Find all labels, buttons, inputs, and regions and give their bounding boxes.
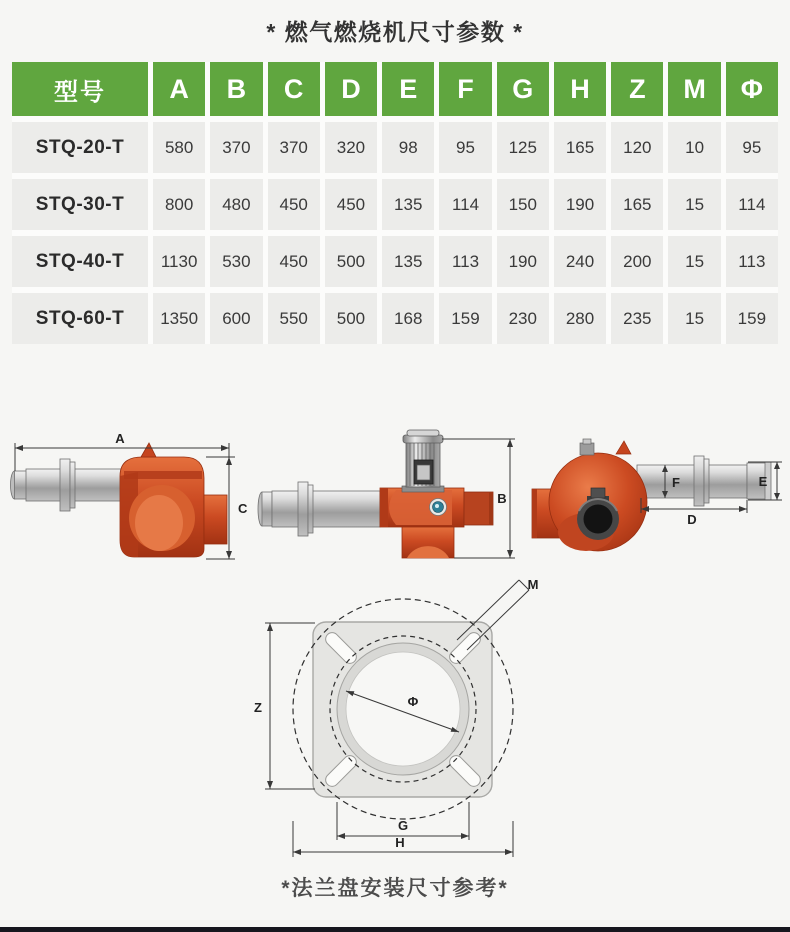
value-cell: 120 xyxy=(611,122,663,173)
burner-volute-body xyxy=(532,439,647,551)
table-row xyxy=(12,236,778,287)
burner-motor xyxy=(402,430,444,492)
value-cell: 135 xyxy=(382,236,434,287)
dim-column-header: F xyxy=(439,62,491,116)
dim-label-c: C xyxy=(238,501,248,516)
dim-column-header: B xyxy=(210,62,262,116)
flange-caption: *法兰盘安装尺寸参考* xyxy=(281,877,509,900)
value-cell: 200 xyxy=(611,236,663,287)
dim-label-m: M xyxy=(527,578,539,592)
table-header-row xyxy=(12,62,778,116)
value-cell: 114 xyxy=(439,179,491,230)
value-cell: 530 xyxy=(210,236,262,287)
dim-label-h: H xyxy=(395,835,405,850)
dim-label-d: D xyxy=(687,512,697,527)
value-cell: 280 xyxy=(554,293,606,344)
value-cell: 1350 xyxy=(153,293,205,344)
dim-label-a: A xyxy=(115,432,125,446)
dim-column-header: Z xyxy=(611,62,663,116)
value-cell: 15 xyxy=(668,179,720,230)
value-cell: 550 xyxy=(268,293,320,344)
bottom-divider-bar xyxy=(0,927,790,932)
table-row xyxy=(12,293,778,344)
model-cell: STQ-40-T xyxy=(12,236,148,287)
burner-top-view-drawing xyxy=(256,426,518,598)
value-cell: 15 xyxy=(668,293,720,344)
value-cell: 15 xyxy=(668,236,720,287)
dim-label-f: F xyxy=(672,475,680,490)
value-cell: 480 xyxy=(210,179,262,230)
value-cell: 500 xyxy=(325,236,377,287)
value-cell: 113 xyxy=(439,236,491,287)
dim-column-header: G xyxy=(497,62,549,116)
dim-label-e: E xyxy=(758,474,768,489)
flange-bore xyxy=(346,652,460,766)
value-cell: 580 xyxy=(153,122,205,173)
value-cell: 500 xyxy=(325,293,377,344)
value-cell: 168 xyxy=(382,293,434,344)
value-cell: 230 xyxy=(497,293,549,344)
dim-column-header: H xyxy=(554,62,606,116)
dim-column-header: A xyxy=(153,62,205,116)
burner-body xyxy=(120,443,227,557)
dim-label-b: B xyxy=(497,491,507,506)
burner-rear-view-drawing xyxy=(524,438,788,578)
dim-column-header: M xyxy=(668,62,720,116)
burner-body xyxy=(380,488,493,558)
burner-blast-tube xyxy=(258,482,380,536)
value-cell: 159 xyxy=(726,293,778,344)
value-cell: 800 xyxy=(153,179,205,230)
value-cell: 135 xyxy=(382,179,434,230)
dim-label-phi: Φ xyxy=(407,694,419,709)
value-cell: 95 xyxy=(439,122,491,173)
value-cell: 370 xyxy=(210,122,262,173)
value-cell: 150 xyxy=(497,179,549,230)
burner-blast-tube xyxy=(637,456,771,506)
dim-label-z: Z xyxy=(254,700,262,715)
value-cell: 125 xyxy=(497,122,549,173)
dim-label-g: G xyxy=(397,818,409,833)
value-cell: 190 xyxy=(554,179,606,230)
model-cell: STQ-60-T xyxy=(12,293,148,344)
value-cell: 320 xyxy=(325,122,377,173)
value-cell: 240 xyxy=(554,236,606,287)
value-cell: 235 xyxy=(611,293,663,344)
table-row xyxy=(12,122,778,173)
value-cell: 10 xyxy=(668,122,720,173)
value-cell: 113 xyxy=(726,236,778,287)
model-cell: STQ-20-T xyxy=(12,122,148,173)
burner-blast-tube xyxy=(11,459,127,511)
model-column-header: 型号 xyxy=(12,62,148,116)
value-cell: 1130 xyxy=(153,236,205,287)
dim-column-header: C xyxy=(268,62,320,116)
value-cell: 95 xyxy=(726,122,778,173)
spec-table xyxy=(12,62,778,344)
value-cell: 159 xyxy=(439,293,491,344)
burner-side-view-drawing xyxy=(8,432,248,567)
value-cell: 450 xyxy=(268,179,320,230)
dim-column-header: E xyxy=(382,62,434,116)
dim-column-header: D xyxy=(325,62,377,116)
table-row xyxy=(12,179,778,230)
value-cell: 600 xyxy=(210,293,262,344)
value-cell: 190 xyxy=(497,236,549,287)
flange-plate xyxy=(293,599,513,819)
page-title: * 燃气燃烧机尺寸参数 * xyxy=(266,19,524,45)
value-cell: 165 xyxy=(554,122,606,173)
value-cell: 450 xyxy=(325,179,377,230)
flange-diagram xyxy=(245,578,545,878)
dim-column-header: Φ xyxy=(726,62,778,116)
value-cell: 370 xyxy=(268,122,320,173)
value-cell: 114 xyxy=(726,179,778,230)
value-cell: 450 xyxy=(268,236,320,287)
model-cell: STQ-30-T xyxy=(12,179,148,230)
value-cell: 165 xyxy=(611,179,663,230)
value-cell: 98 xyxy=(382,122,434,173)
